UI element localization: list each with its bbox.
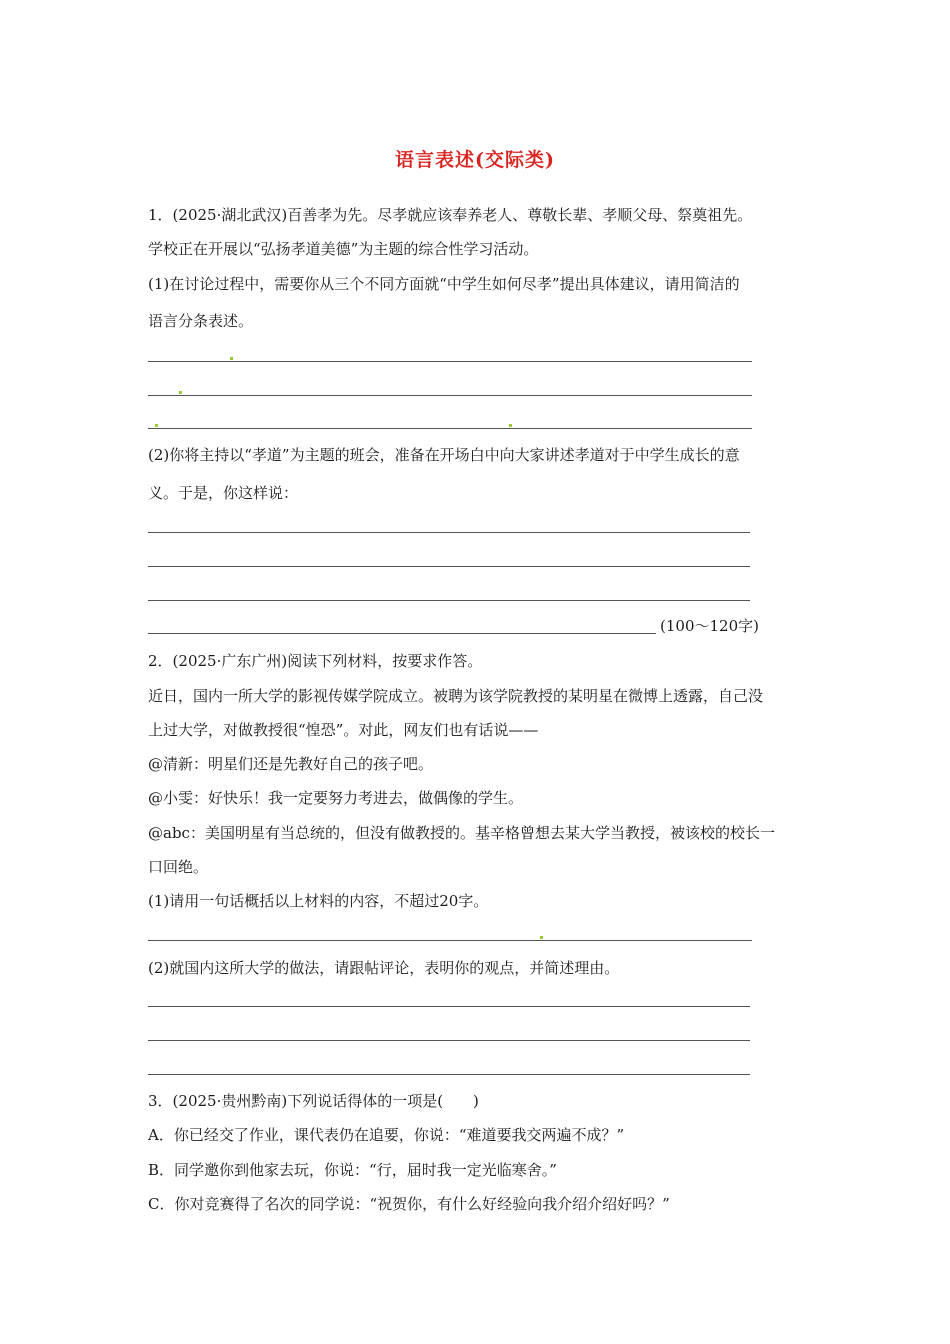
- scan-mark: [179, 391, 182, 394]
- answer-line[interactable]: [148, 566, 750, 567]
- q2-part2: (2)就国内这所大学的做法，请跟帖评论，表明你的观点，并简述理由。: [148, 959, 620, 977]
- page-title: 语言表述(交际类): [395, 149, 555, 171]
- q1-part1-line2: 语言分条表述。: [148, 312, 254, 330]
- scan-mark: [155, 424, 158, 427]
- answer-line[interactable]: [148, 395, 752, 396]
- answer-line[interactable]: [148, 1006, 750, 1007]
- answer-line[interactable]: [148, 633, 656, 634]
- q1-part1-line1: (1)在讨论过程中，需要你从三个不同方面就“中学生如何尽孝”提出具体建议，请用简洁的: [148, 275, 740, 293]
- q2-material-line2: 上过大学，对做教授很“惶恐”。对此，网友们也有话说——: [148, 721, 539, 739]
- answer-line[interactable]: [148, 940, 752, 941]
- q1-intro-line1: 1．(2025·湖北武汉)百善孝为先。尽孝就应该奉养老人、尊敬长辈、孝顺父母、祭奠祖先。: [148, 206, 753, 224]
- q3-option-c[interactable]: C．你对竞赛得了名次的同学说：“祝贺你，有什么好经验向我介绍介绍好吗？”: [148, 1195, 670, 1213]
- q3-option-b[interactable]: B．同学邀你到他家去玩，你说：“行，届时我一定光临寒舍。”: [148, 1161, 557, 1179]
- scan-mark: [540, 936, 543, 939]
- q3-option-a[interactable]: A．你已经交了作业，课代表仍在追要，你说：“难道要我交两遍不成？”: [148, 1126, 625, 1144]
- q2-comment-3-line2: 口回绝。: [148, 858, 209, 876]
- q2-comment-1: @清新：明星们还是先教好自己的孩子吧。: [148, 755, 434, 773]
- q1-part2-line2: 义。于是，你这样说：: [148, 484, 299, 502]
- word-limit-note: (100～120字): [660, 617, 759, 635]
- q2-comment-2: @小雯：好快乐！我一定要努力考进去，做偶像的学生。: [148, 789, 524, 807]
- q3-intro: 3．(2025·贵州黔南)下列说话得体的一项是( ): [148, 1092, 479, 1110]
- answer-line[interactable]: [148, 361, 752, 362]
- q2-material-line1: 近日，国内一所大学的影视传媒学院成立。被聘为该学院教授的某明星在微博上透露，自己没: [148, 687, 764, 705]
- q2-comment-3-line1: @abc：美国明星有当总统的，但没有做教授的。基辛格曾想去某大学当教授，被该校的校长一: [148, 824, 775, 842]
- q1-part2-line1: (2)你将主持以“孝道”为主题的班会，准备在开场白中向大家讲述孝道对于中学生成长的意: [148, 446, 740, 464]
- answer-line[interactable]: [148, 532, 750, 533]
- answer-line[interactable]: [148, 428, 752, 429]
- answer-line[interactable]: [148, 600, 750, 601]
- answer-line[interactable]: [148, 1074, 750, 1075]
- q2-part1: (1)请用一句话概括以上材料的内容，不超过20字。: [148, 892, 489, 910]
- q1-intro-line2: 学校正在开展以“弘扬孝道美德”为主题的综合性学习活动。: [148, 240, 539, 258]
- scan-mark: [230, 357, 233, 360]
- q2-intro: 2．(2025·广东广州)阅读下列材料，按要求作答。: [148, 652, 483, 670]
- answer-line[interactable]: [148, 1040, 750, 1041]
- scan-mark: [509, 424, 512, 427]
